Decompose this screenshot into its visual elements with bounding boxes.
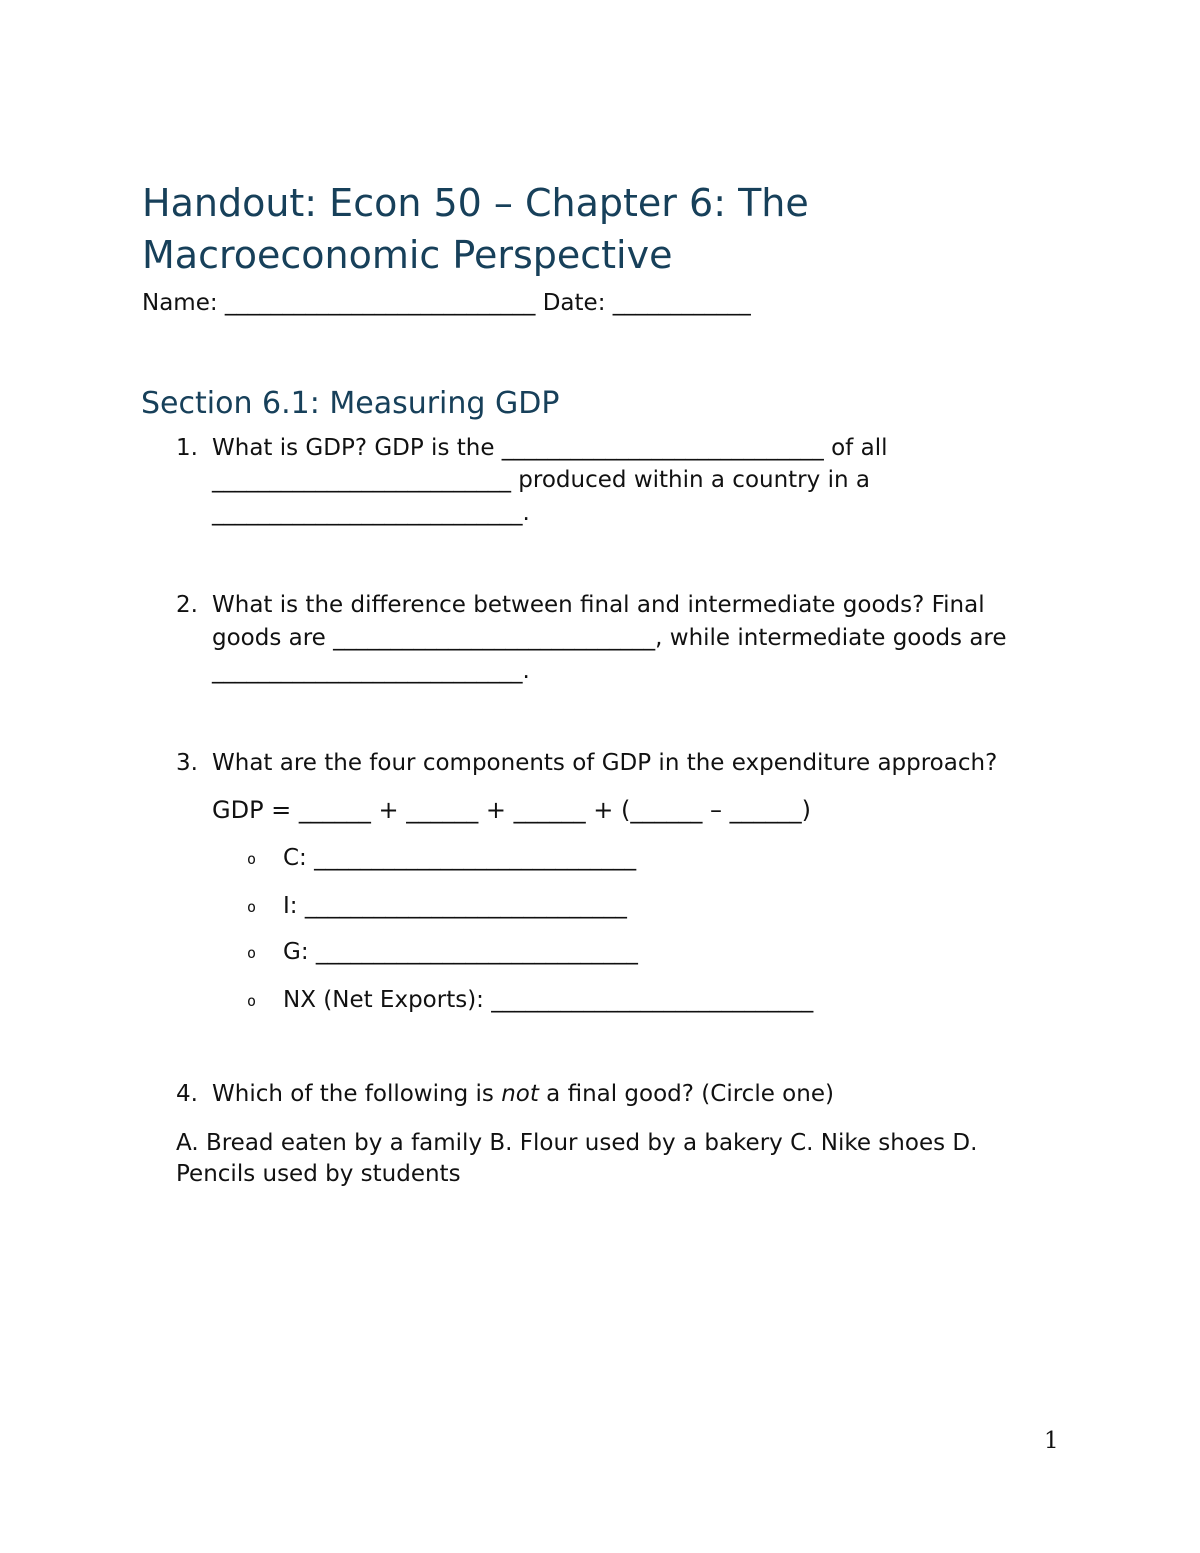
question-2-line-1: What is the difference between final and intermediate goods? Final — [212, 592, 985, 618]
question-1-number: 1. — [176, 435, 198, 461]
question-1-line-3: ___________________________. — [212, 500, 530, 526]
gdp-formula: GDP = ______ + ______ + ______ + (______ – ______) — [212, 796, 812, 824]
question-4-emphasis: not — [501, 1081, 539, 1107]
component-g: G: ____________________________ — [283, 939, 638, 965]
question-2-line-2: goods are ____________________________, while intermediate goods are — [212, 625, 1007, 651]
title-line-1: Handout: Econ 50 – Chapter 6: The — [142, 181, 809, 225]
question-4-prefix: Which of the following is — [212, 1081, 502, 1107]
question-4-answers-line-2: Pencils used by students — [176, 1161, 461, 1187]
question-4-text — [212, 1078, 834, 1110]
question-1-line-1: What is GDP? GDP is the ____________________________ of all — [212, 435, 888, 461]
section-heading: Section 6.1: Measuring GDP — [141, 386, 560, 421]
bullet-icon: o — [247, 992, 257, 1010]
component-nx: NX (Net Exports): ____________________________ — [283, 987, 814, 1013]
question-4-answers-line-1: A. Bread eaten by a family B. Flour used by a bakery C. Nike shoes D. — [176, 1130, 978, 1156]
question-4-number: 4. — [176, 1081, 198, 1107]
question-2-number: 2. — [176, 592, 198, 618]
page-title — [142, 177, 1042, 281]
title-line-2: Macroeconomic Perspective — [142, 233, 673, 277]
question-2-line-3: ___________________________. — [212, 658, 530, 684]
name-date-fields: Name: ___________________________ Date: ____________ — [142, 290, 751, 316]
bullet-icon: o — [247, 898, 257, 916]
question-3-number: 3. — [176, 750, 198, 776]
component-i: I: ____________________________ — [283, 893, 627, 919]
question-1-line-2: __________________________ produced within a country in a — [212, 467, 870, 493]
bullet-icon: o — [247, 850, 257, 868]
bullet-icon: o — [247, 944, 257, 962]
page-number: 1 — [1044, 1428, 1059, 1454]
question-4-suffix: a final good? (Circle one) — [538, 1081, 834, 1107]
component-c: C: ____________________________ — [283, 845, 637, 871]
question-3-line-1: What are the four components of GDP in the expenditure approach? — [212, 750, 998, 776]
